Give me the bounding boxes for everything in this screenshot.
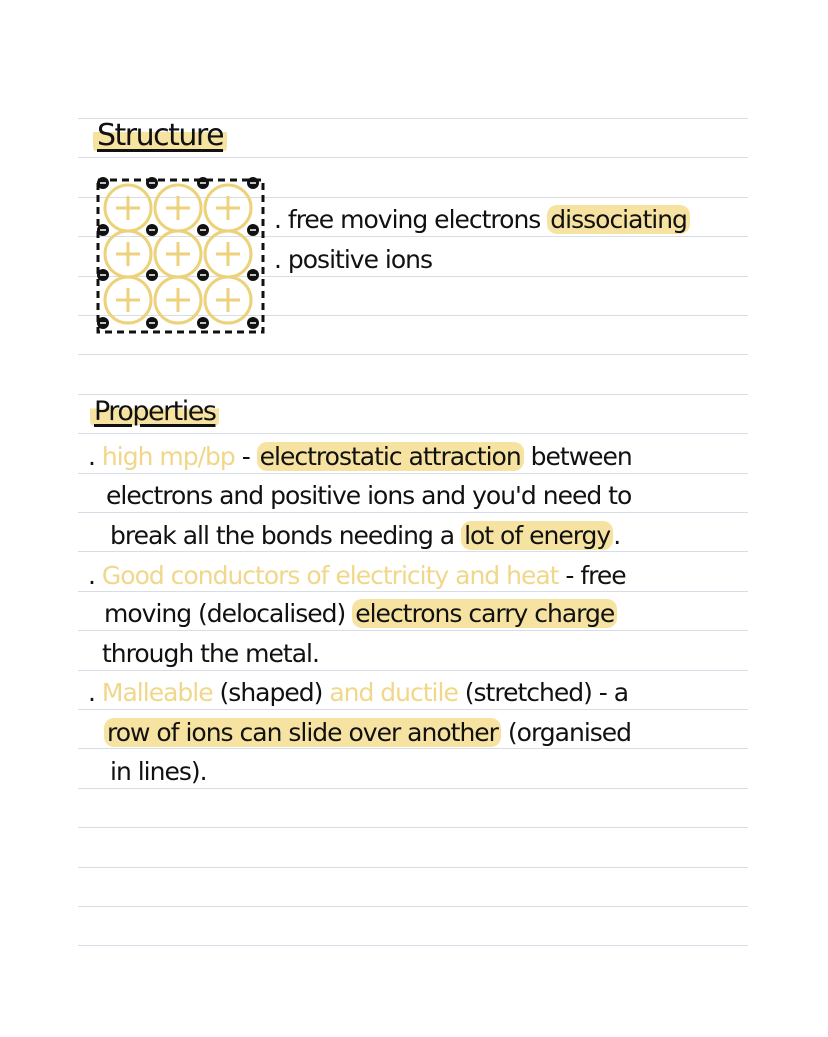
text-segment: (organised — [500, 718, 632, 747]
rule-line — [78, 906, 748, 907]
electron — [97, 177, 109, 189]
rule-line — [78, 433, 748, 434]
text-segment: in lines). — [110, 757, 207, 786]
text-line — [106, 481, 631, 510]
text-line — [104, 599, 617, 628]
text-line — [102, 639, 319, 668]
electron — [197, 269, 209, 281]
electron — [97, 269, 109, 281]
positive-ion — [205, 277, 251, 323]
electron — [197, 224, 209, 236]
properties-heading: Properties — [90, 396, 219, 427]
rule-line — [78, 748, 748, 749]
rule-line — [78, 945, 748, 946]
rule-line — [78, 630, 748, 631]
highlighted-text: dissociating — [547, 205, 690, 234]
electron — [247, 224, 259, 236]
metallic-lattice-diagram — [95, 177, 267, 337]
highlighted-text: electrons carry charge — [352, 599, 617, 628]
rule-line — [78, 670, 748, 671]
text-segment: break all the bonds needing a — [110, 521, 462, 550]
electron — [247, 269, 259, 281]
rule-line — [78, 709, 748, 710]
text-line — [110, 757, 207, 786]
rule-line — [78, 788, 748, 789]
highlighted-text: electrostatic attraction — [257, 442, 524, 471]
electron — [146, 269, 158, 281]
text-line — [104, 718, 631, 747]
text-line — [88, 442, 632, 471]
text-segment: between — [523, 442, 632, 471]
rule-line — [78, 157, 748, 158]
text-segment: (shaped) — [212, 678, 330, 707]
text-segment: . — [88, 678, 102, 707]
text-segment: . positive ions — [274, 245, 433, 274]
lattice-boundary — [98, 180, 263, 332]
electron — [197, 177, 209, 189]
structure-heading: Structure — [93, 118, 227, 153]
positive-ion — [155, 231, 201, 277]
text-segment: through the metal. — [102, 639, 319, 668]
text-segment: . — [613, 521, 621, 550]
text-segment: . — [88, 442, 102, 471]
text-segment: . — [88, 561, 102, 590]
key-term: Good conductors of electricity and heat — [101, 561, 559, 590]
electron — [247, 317, 259, 329]
electron — [97, 224, 109, 236]
electron — [146, 177, 158, 189]
positive-ion — [105, 185, 151, 231]
key-term: and ductile — [329, 678, 458, 707]
rule-line — [78, 827, 748, 828]
highlighted-text: row of ions can slide over another — [104, 718, 501, 747]
highlighted-text: lot of energy — [461, 521, 613, 550]
key-term: Malleable — [101, 678, 213, 707]
electron — [97, 317, 109, 329]
rule-line — [78, 473, 748, 474]
rule-line — [78, 591, 748, 592]
text-line — [110, 521, 620, 550]
electron — [146, 317, 158, 329]
text-segment: electrons and positive ions and you'd need to — [106, 481, 632, 510]
positive-ion — [105, 231, 151, 277]
rule-line — [78, 512, 748, 513]
positive-ion — [105, 277, 151, 323]
text-line — [88, 678, 628, 707]
text-line — [274, 205, 690, 234]
key-term: high mp/bp — [101, 442, 235, 471]
positive-ion — [205, 231, 251, 277]
text-line — [88, 561, 626, 590]
positive-ion — [155, 277, 201, 323]
text-segment: - — [234, 442, 257, 471]
electron — [247, 177, 259, 189]
rule-line — [78, 867, 748, 868]
text-segment: (stretched) - a — [457, 678, 629, 707]
electron — [197, 317, 209, 329]
text-line — [274, 245, 432, 274]
rule-line — [78, 354, 748, 355]
text-segment: moving (delocalised) — [104, 599, 353, 628]
electron — [146, 224, 158, 236]
positive-ion — [205, 185, 251, 231]
rule-line — [78, 551, 748, 552]
text-segment: - free — [558, 561, 626, 590]
text-segment: . free moving electrons — [274, 205, 548, 234]
rule-line — [78, 394, 748, 395]
positive-ion — [155, 185, 201, 231]
